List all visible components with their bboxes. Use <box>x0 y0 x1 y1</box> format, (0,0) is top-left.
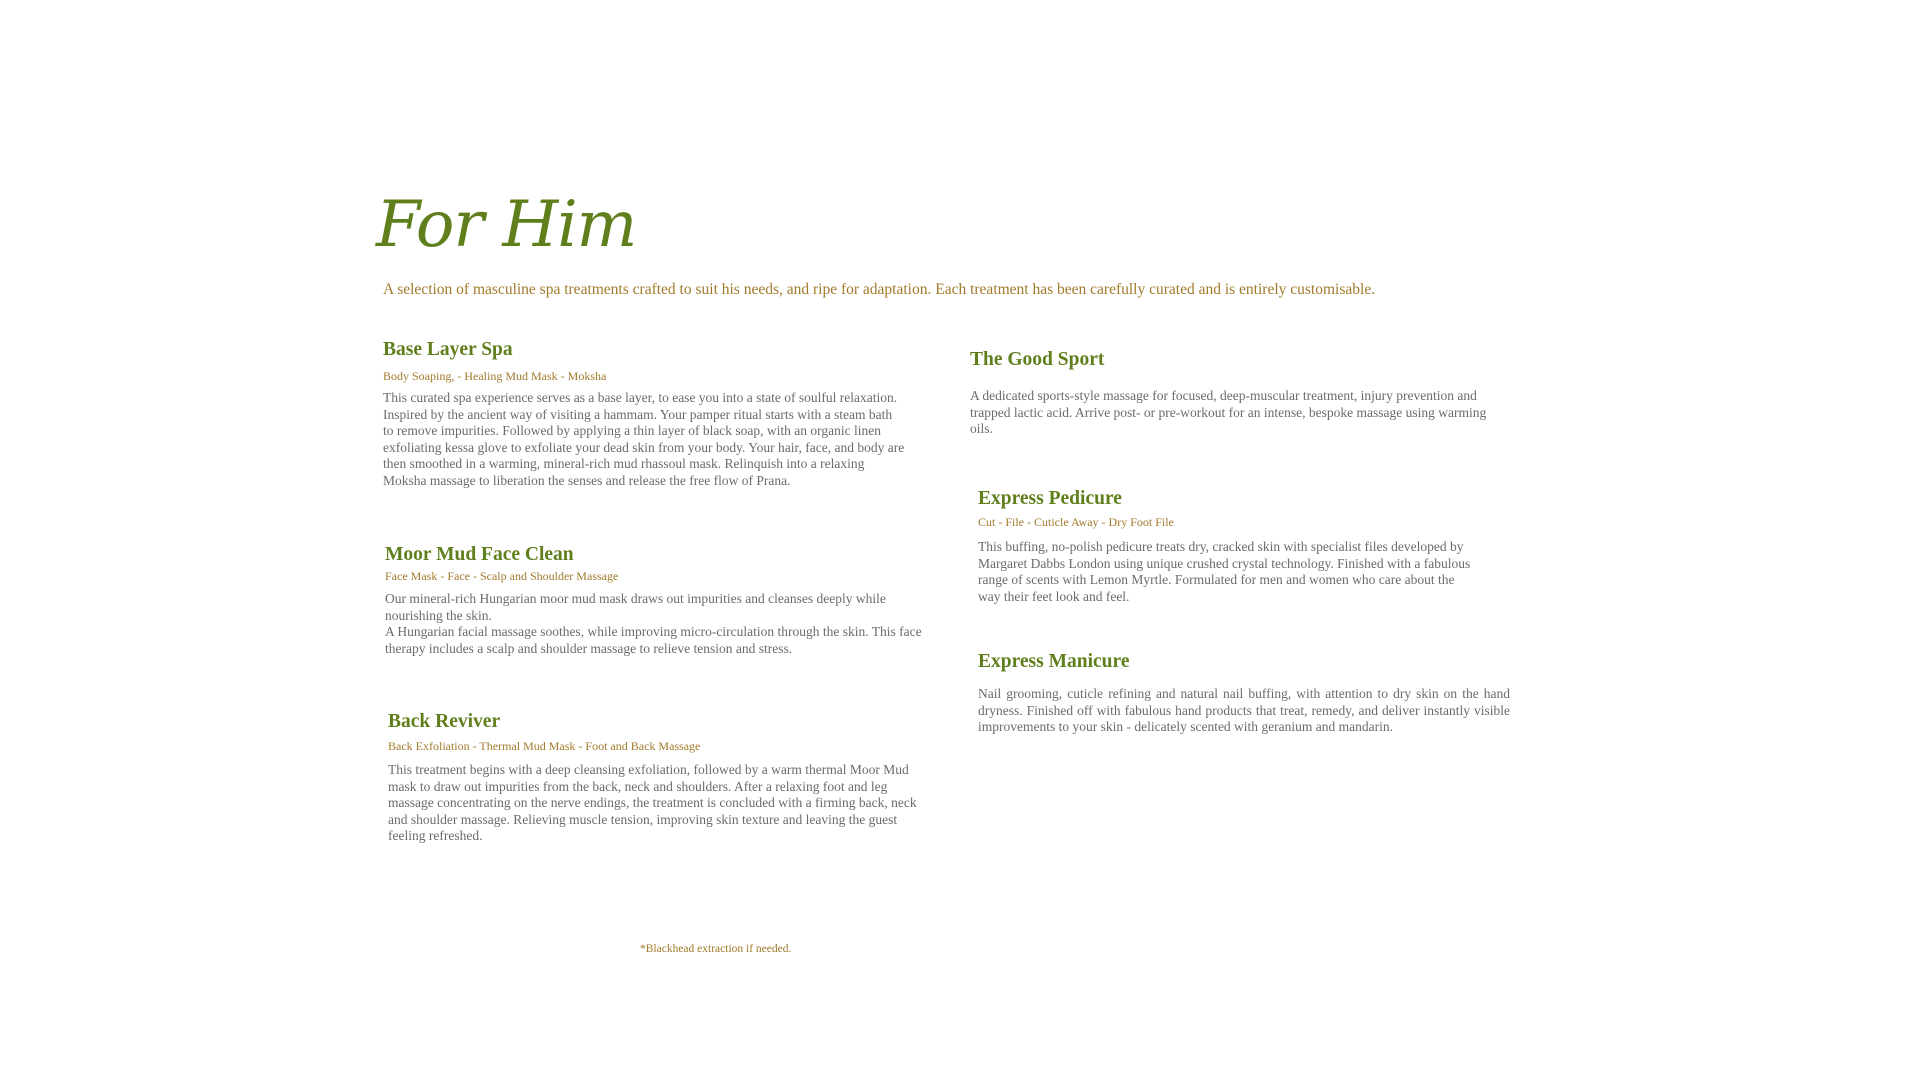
treatment-description: Nail grooming, cuticle refining and natural nail buffing, with attention to dry skin on the hand dryness. Finished off with fabulous hand products that treat, remedy, and deliver instantly visible improvements to your skin - delicately scented with geranium and mandarin. <box>978 686 1510 735</box>
treatment-description: This curated spa experience serves as a base layer, to ease you into a state of soulful relaxation. Inspired by the ancient way of visiting a hammam. Your pamper ritual starts with a steam bath to remove impurities. Followed by applying a thin layer of black soap, with an organic linen exfoliating kessa glove to exfoliate your dead skin from your body. Your hair, face, and body are then smoothed in a warming, mineral-rich mud rhassoul mask. Relinquish into a relaxing Moksha massage to liberation the senses and release the free flow of Prana. <box>383 390 905 488</box>
treatment-title: Base Layer Spa <box>383 339 513 360</box>
treatment-title: Moor Mud Face Clean <box>385 544 574 565</box>
treatment-subtitle: Cut - File - Cuticle Away - Dry Foot File <box>978 515 1174 529</box>
treatment-description: A Hungarian facial massage soothes, while improving micro-circulation through the skin. This face therapy includes a scalp and shoulder massage to relieve tension and stress. <box>385 624 922 656</box>
treatment-description: This treatment begins with a deep cleansing exfoliation, followed by a warm thermal Moor Mud mask to draw out impurities from the back, neck and shoulders. After a relaxing foot and leg massage concentrating on the nerve endings, the treatment is concluded with a firming back, neck and shoulder massage. Relieving muscle tension, improving skin texture and leaving the guest feeling refreshed. <box>388 762 917 844</box>
intro-text: A selection of masculine spa treatments crafted to suit his needs, and ripe for adaptation. Each treatment has been carefully curated and is entirely customisable. <box>383 281 1376 298</box>
page-title: For Him <box>376 188 637 262</box>
treatment-subtitle: Body Soaping, - Healing Mud Mask - Moksha <box>383 369 607 383</box>
treatment-title: The Good Sport <box>970 349 1105 370</box>
treatment-express-pedicure <box>978 487 1480 605</box>
treatment-express-manicure <box>978 650 1510 736</box>
treatment-description: This buffing, no-polish pedicure treats dry, cracked skin with specialist files developed by Margaret Dabbs London using unique crushed crystal technology. Finished with a fabulous range of scents with Lemon Myrtle. Formulated for men and women who care about the way their feet look and feel. <box>978 539 1471 604</box>
footnote: *Blackhead extraction if needed. <box>640 943 792 955</box>
treatment-subtitle: Face Mask - Face - Scalp and Shoulder Massage <box>385 569 619 583</box>
treatment-subtitle: Back Exfoliation - Thermal Mud Mask - Foot and Back Massage <box>388 739 701 753</box>
treatment-the-good-sport <box>970 348 1510 438</box>
treatment-description: A dedicated sports-style massage for focused, deep-muscular treatment, injury prevention and trapped lactic acid. Arrive post- or pre-workout for an intense, bespoke massage using warming oils. <box>970 388 1487 437</box>
treatment-title: Express Manicure <box>978 651 1130 672</box>
treatment-title: Back Reviver <box>388 711 501 732</box>
treatment-title: Express Pedicure <box>978 488 1122 509</box>
treatment-moor-mud-face-clean <box>385 543 925 657</box>
treatment-back-reviver <box>388 710 918 845</box>
treatment-description: Our mineral-rich Hungarian moor mud mask draws out impurities and cleanses deeply while nourishing the skin. <box>385 591 886 623</box>
treatment-base-layer-spa <box>383 338 905 490</box>
